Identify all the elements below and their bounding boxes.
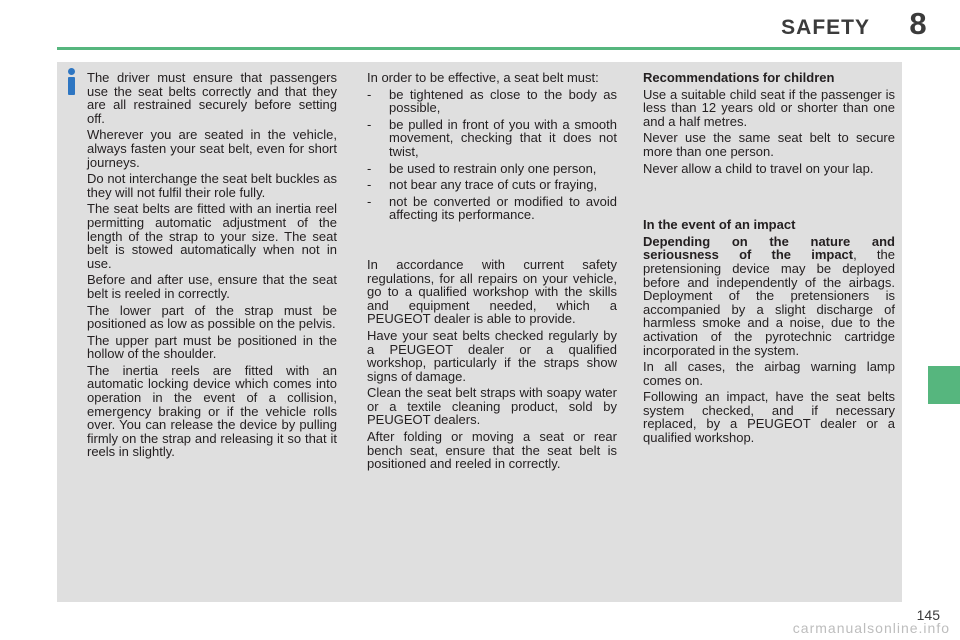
paragraph: Have your seat belts checked regularly by a PEUGEOT dealer or a qualified workshop, particularly if the straps show signs of damage. xyxy=(367,327,617,384)
watermark: carmanualsonline.info xyxy=(792,620,950,636)
intro-text: In order to be effective, a seat belt must: xyxy=(367,70,599,85)
paragraph: Following an impact, have the seat belts system checked, and if necessary replaced, by a PEUGEOT dealer or a qualified workshop. xyxy=(643,389,895,446)
paragraph: The driver must ensure that passengers use the seat belts correctly and that they are all restrained securely before setting off. xyxy=(87,70,337,126)
paragraph: Clean the seat belt straps with soapy water or a textile cleaning product, sold by PEUGEOT dealers. xyxy=(367,385,617,428)
section-heading-children: Recommendations for children xyxy=(643,70,835,85)
page-number: 145 xyxy=(916,607,940,623)
paragraph xyxy=(643,235,895,357)
section-heading-impact: In the event of an impact xyxy=(643,217,796,233)
column-seat-belt-usage xyxy=(87,71,337,462)
paragraph: The inertia reels are fitted with an automatic locking device which comes into operation in the event of a collision, emergency braking or if the vehicle rolls over. You can release the device by pulling firmly on the strap and releasing it so that it reels in slightly. xyxy=(87,362,337,460)
header-rule xyxy=(57,47,960,50)
list-item: - not bear any trace of cuts or fraying, xyxy=(367,177,598,193)
paragraph: In accordance with current safety regulations, for all repairs on your vehicle, go to a qualified workshop with the skills and equipment needed, which a PEUGEOT dealer is able to provide. xyxy=(367,256,617,327)
column-children-and-impact xyxy=(643,71,895,448)
paragraph: Wherever you are seated in the vehicle, always fasten your seat belt, even for short journeys. xyxy=(87,127,337,170)
list-item: - be pulled in front of you with a smooth movement, checking that it does not twist, xyxy=(367,116,617,159)
chapter-tab xyxy=(928,366,960,404)
impact-lead-bold: Depending on the nature and seriousness of the impact xyxy=(643,233,895,263)
list-item: - not be converted or modified to avoid affecting its performance. xyxy=(367,193,617,223)
paragraph: The seat belts are fitted with an inertia reel permitting automatic adjustment of the length of the strap to your size. The seat belt is stowed automatically when not in use. xyxy=(87,201,337,271)
paragraph: The upper part must be positioned in the hollow of the shoulder. xyxy=(87,332,337,362)
chapter-number: 8 xyxy=(909,6,927,41)
paragraph: Use a suitable child seat if the passenger is less than 12 years old or shorter than one and a half metres. xyxy=(643,86,895,129)
paragraph: The lower part of the strap must be positioned as low as possible on the pelvis. xyxy=(87,302,337,332)
paragraph: Do not interchange the seat belt buckles as they will not fulfil their role fully. xyxy=(87,171,337,200)
info-icon xyxy=(64,68,80,96)
paragraph: Before and after use, ensure that the seat belt is reeled in correctly. xyxy=(87,272,337,301)
paragraph: Never use the same seat belt to secure more than one person. xyxy=(643,130,895,159)
paragraph: After folding or moving a seat or rear bench seat, ensure that the seat belt is positioned and reeled in correctly. xyxy=(367,429,617,472)
paragraph: Never allow a child to travel on your lap. xyxy=(643,160,874,176)
requirements-list xyxy=(367,88,617,222)
paragraph: In all cases, the airbag warning lamp comes on. xyxy=(643,359,895,388)
list-item: - be tightened as close to the body as possible, xyxy=(367,86,617,116)
list-item: - be used to restrain only one person, xyxy=(367,160,597,176)
page-title: SAFETY xyxy=(781,16,870,39)
impact-lead-text: , the pretensioning device may be deployed before and independently of the airbags. Deployment of the pretensioners is accompanied by a slight discharge of harmless smoke and a noise, due to the activation of the pyrotechnic cartridge incorporated in the system. xyxy=(643,247,895,358)
column-seat-belt-requirements xyxy=(367,71,617,474)
